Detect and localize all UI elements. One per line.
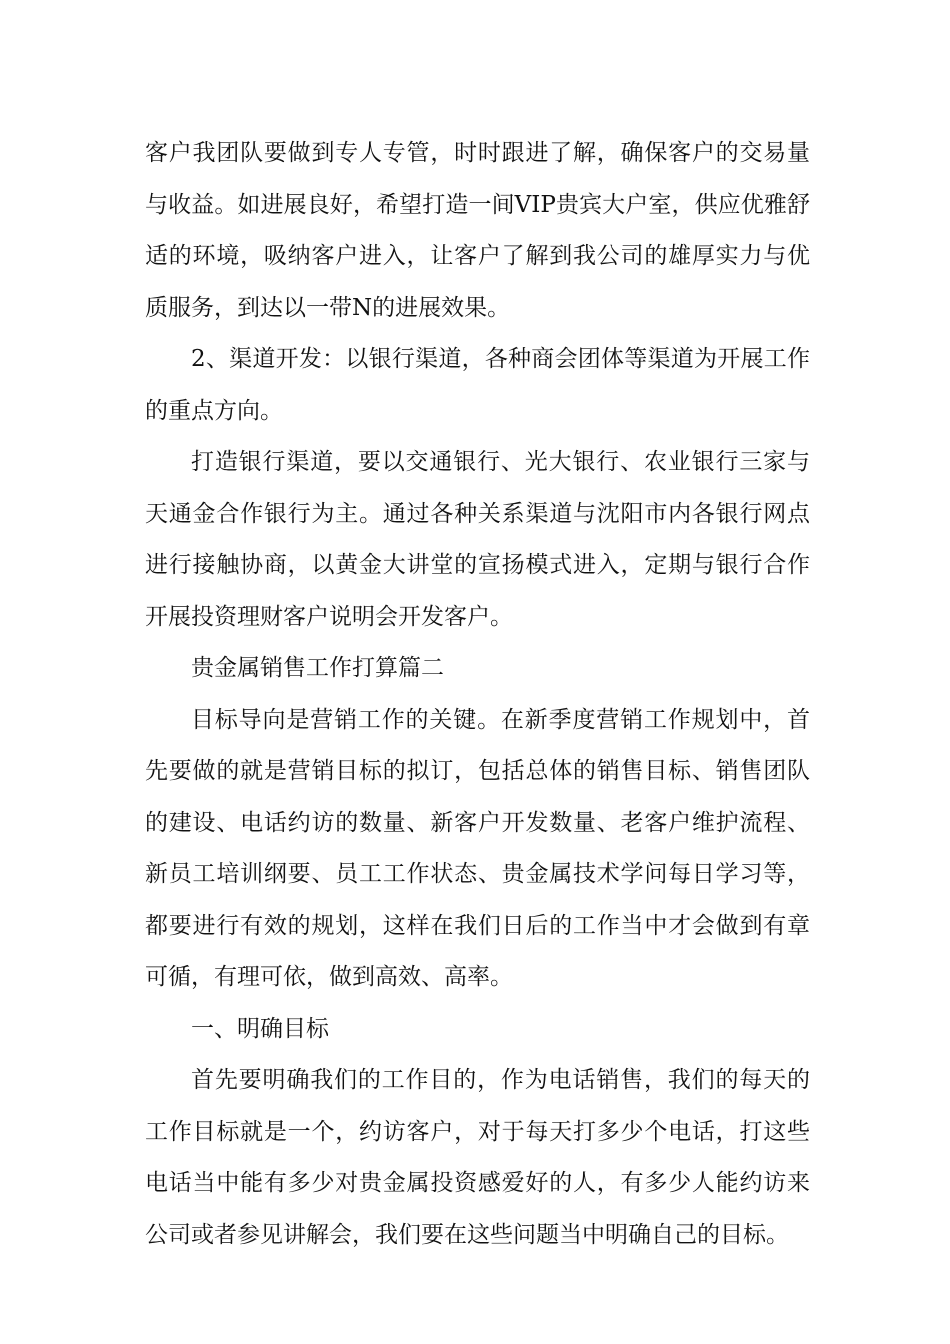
paragraph-bank-channel: 打造银行渠道，要以交通银行、光大银行、农业银行三家与天通金合作银行为主。通过各种关系渠道与沈阳市内各银行网点进行接触协商，以黄金大讲堂的宣扬模式进入，定期与银行合作开展投资理财客户说明会开发客户。 [145,449,810,630]
paragraph-channel-development: 2、渠道开发：以银行渠道，各种商会团体等渠道为开展工作的重点方向。 [145,346,810,424]
paragraph-client-service: 客户我团队要做到专人专管，时时跟进了解，确保客户的交易量与收益。如进展良好，希望打造一间VIP贵宾大户室，供应优雅舒适的环境，吸纳客户进入，让客户了解到我公司的雄厚实力与优质服务，到达以一带N的进展效果。 [145,140,810,321]
paragraph-goal-orientation: 目标导向是营销工作的关键。在新季度营销工作规划中，首先要做的就是营销目标的拟订，包括总体的销售目标、销售团队的建设、电话约访的数量、新客户开发数量、老客户维护流程、新员工培训纲要、员工工作状态、贵金属技术学问每日学习等，都要进行有效的规划，这样在我们日后的工作当中才会做到有章可循，有理可依，做到高效、高率。 [145,706,810,990]
section-heading-clear-goals: 一、明确目标 [191,1015,329,1042]
document-body [145,128,810,1261]
section-heading-part-two: 贵金属销售工作打算篇二 [191,655,444,681]
paragraph-work-purpose: 首先要明确我们的工作目的，作为电话销售，我们的每天的工作目标就是一个，约访客户，对于每天打多少个电话，打这些电话当中能有多少对贵金属投资感爱好的人，有多少人能约访来公司或者参见讲解会，我们要在这些问题当中明确自己的目标。 [145,1067,810,1248]
